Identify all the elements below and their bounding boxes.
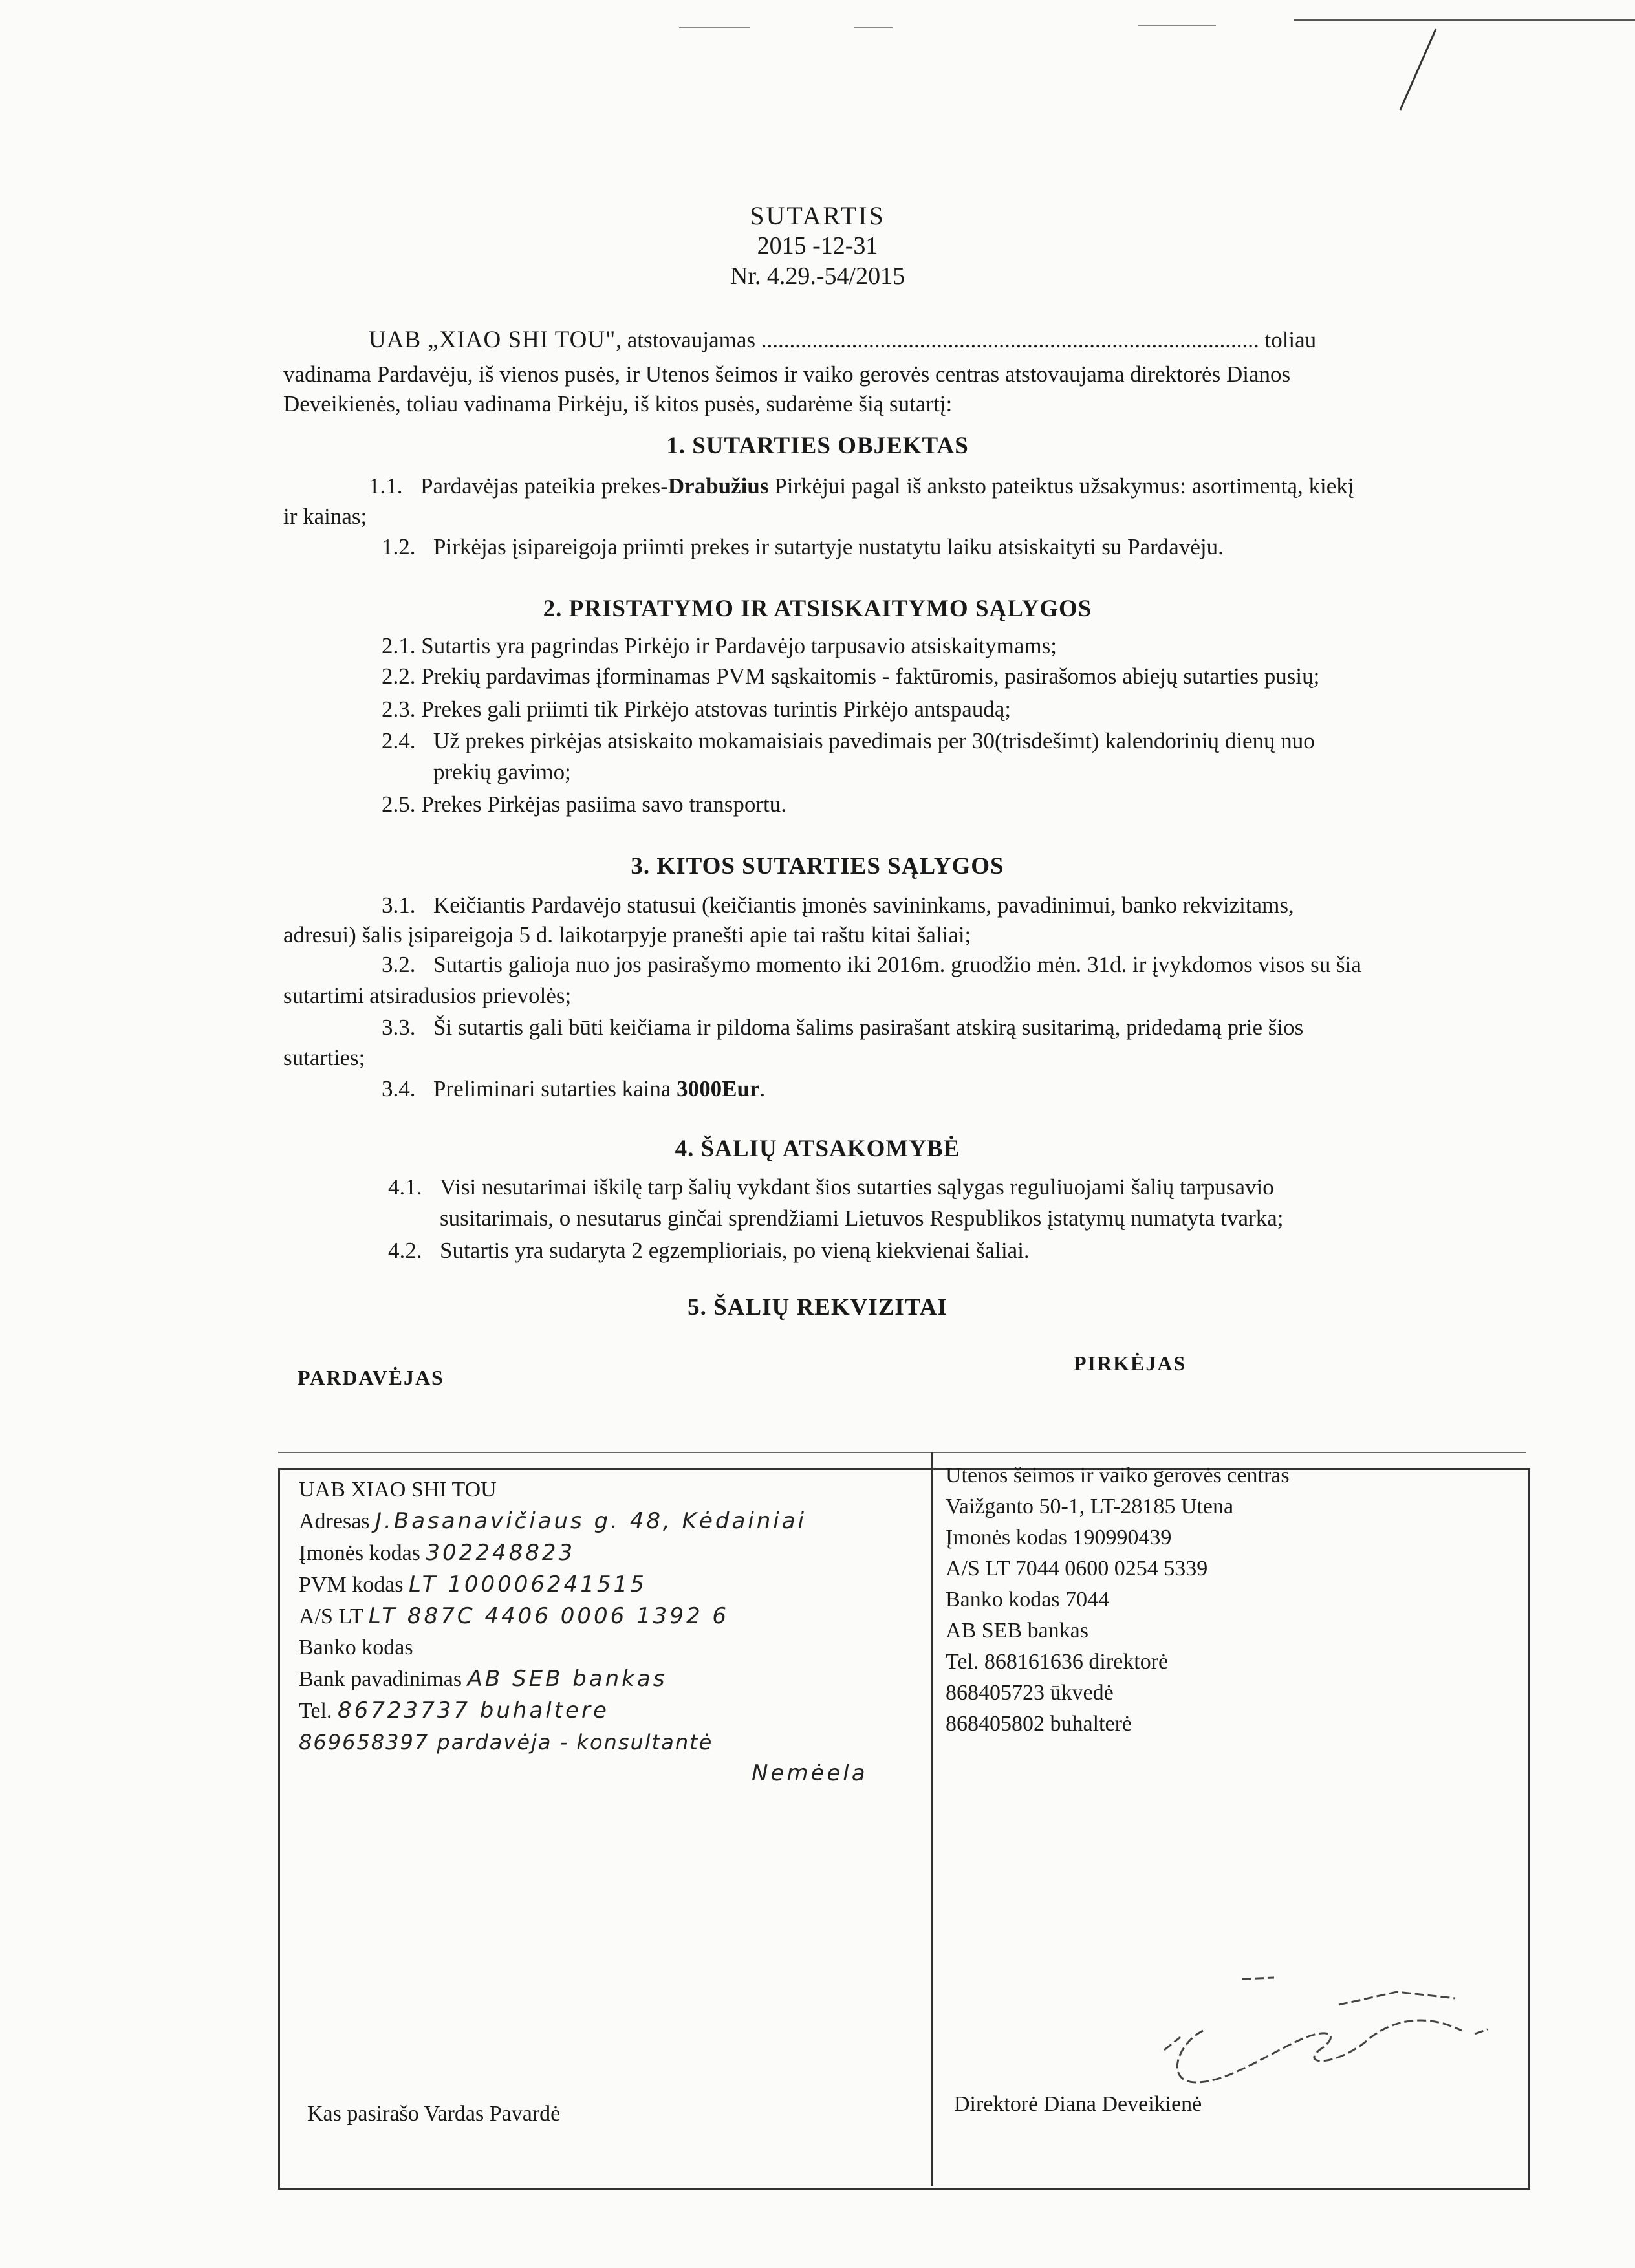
seller-party-label: PARDAVĖJAS (298, 1366, 444, 1389)
item-number: 1.1. (369, 473, 403, 499)
item-3-3 (382, 1012, 1303, 1042)
item-2-4 (382, 726, 1533, 756)
seller-signer: Kas pasirašo Vardas Pavardė (307, 2102, 561, 2126)
seller-vat-code (299, 1569, 920, 1601)
item-2-5: 2.5. Prekes Pirkėjas pasiima savo transportu. (382, 792, 787, 817)
intro-line-3: Deveikienės, toliau vadinama Pirkėju, iš kitos pusės, sudarėme šią sutartį: (283, 391, 953, 416)
item-bold: 3000Eur (677, 1076, 760, 1101)
handwritten-value: LT 887C 4406 0006 1392 6 (368, 1603, 730, 1629)
buyer-tel-2: 868405723 ūkvedė (946, 1681, 1114, 1705)
buyer-account: A/S LT 7044 0600 0254 5339 (946, 1557, 1208, 1581)
item-number: 3.3. (382, 1015, 416, 1040)
item-number: 3.4. (382, 1076, 416, 1101)
item-text: Preliminari sutarties kaina (433, 1076, 677, 1101)
item-number: 3.2. (382, 952, 416, 977)
item-number: 3.1. (382, 892, 416, 918)
item-4-1-cont: susitarimais, o nesutarus ginčai sprendžiami Lietuvos Respublikos įstatymų numatyta tvarka; (440, 1205, 1284, 1231)
item-2-4-cont: prekių gavimo; (433, 759, 571, 784)
handwritten-value: J.Basanavičiaus g. 48, Kėdainiai (375, 1508, 807, 1534)
scan-line (679, 27, 750, 28)
seller-tel-2: 869658397 pardavėja - konsultantė (299, 1730, 713, 1755)
seller-tel-2-name: Nemėela (752, 1760, 868, 1786)
table-top-line (278, 1452, 1526, 1453)
item-text: Už prekes pirkėjas atsiskaito mokamaisiais pavedimais per 30(trisdešimt) kalendorinių dienų nuo (433, 728, 1315, 753)
handwritten-value: 86723737 buhaltere (337, 1698, 609, 1723)
item-1-1 (369, 471, 1354, 501)
intro-line-1 (369, 325, 1526, 355)
item-text: Sutartis yra sudaryta 2 egzemplioriais, po vieną kiekvienai šaliai. (440, 1238, 1030, 1263)
item-4-1 (388, 1172, 1533, 1202)
item-3-3-cont: sutarties; (283, 1045, 365, 1070)
section-4-title: 4. ŠALIŲ ATSAKOMYBĖ (675, 1136, 960, 1162)
buyer-party-label: PIRKĖJAS (1074, 1352, 1187, 1375)
section-1-title: 1. SUTARTIES OBJEKTAS (666, 433, 969, 459)
signature-image (1125, 1953, 1526, 2102)
item-text: Pirkėjui pagal iš anksto pateiktus užsakymus: asortimentą, kiekį (768, 473, 1354, 499)
field-label: Tel. (299, 1699, 332, 1723)
buyer-name: Utenos šeimos ir vaiko gerovės centras (946, 1463, 1290, 1487)
item-number: 4.2. (388, 1238, 422, 1263)
item-text: Ši sutartis gali būti keičiama ir pildoma šalims pasirašant atskirą susitarimą, pridedamą prie šios (433, 1015, 1304, 1040)
item-text: Visi nesutarimai iškilę tarp šalių vykdant šios sutarties sąlygas reguliuojami šalių tarpusavio (440, 1174, 1274, 1200)
item-3-2-cont: sutartimi atsiradusios prievolės; (283, 983, 572, 1008)
item-3-1 (382, 890, 1294, 920)
seller-company-code (299, 1537, 920, 1569)
buyer-tel-1: Tel. 868161636 direktorė (946, 1650, 1169, 1674)
item-3-2 (382, 949, 1361, 980)
item-2-2: 2.2. Prekių pardavimas įforminamas PVM sąskaitomis - faktūromis, pasirašomos abiejų sutarties pusių; (382, 664, 1320, 689)
document-date: 2015 -12-31 (757, 232, 878, 259)
scan-line (854, 27, 893, 28)
field-label: Bank pavadinimas (299, 1667, 462, 1691)
seller-requisites (299, 1474, 920, 1789)
buyer-signer: Direktorė Diana Deveikienė (954, 2092, 1202, 2116)
item-text: Keičiantis Pardavėjo statusui (keičiantis įmonės savininkams, pavadinimui, banko rekvizitams, (433, 892, 1294, 918)
item-text: Sutartis galioja nuo jos pasirašymo momento iki 2016m. gruodžio mėn. 31d. ir įvykdomos visos su šia (433, 952, 1361, 977)
buyer-requisites (946, 1460, 1515, 1740)
seller-address (299, 1506, 920, 1537)
document-number: Nr. 4.29.-54/2015 (730, 263, 905, 290)
item-3-4 (382, 1074, 765, 1104)
item-text: . (759, 1076, 766, 1101)
item-text: Pardavėjas pateikia prekes- (420, 473, 668, 499)
field-label: Adresas (299, 1509, 370, 1533)
item-3-1-cont: adresui) šalis įsipareigoja 5 d. laikotarpyje pranešti apie tai raštu kitai šaliai; (283, 922, 971, 947)
item-number: 1.2. (382, 534, 416, 559)
item-bold: Drabužius (667, 473, 769, 499)
seller-company: UAB XIAO SHI TOU (299, 1478, 497, 1502)
buyer-company-code: Įmonės kodas 190990439 (946, 1526, 1172, 1550)
scan-line (1294, 19, 1635, 21)
item-1-2 (382, 532, 1224, 562)
field-label: PVM kodas (299, 1573, 404, 1597)
buyer-address: Vaižganto 50-1, LT-28185 Utena (946, 1495, 1234, 1518)
buyer-tel-3: 868405802 buhalterė (946, 1712, 1132, 1736)
handwritten-value: LT 100006241515 (409, 1571, 647, 1597)
section-5-title: 5. ŠALIŲ REKVIZITAI (688, 1294, 947, 1321)
section-2-title: 2. PRISTATYMO IR ATSISKAITYMO SĄLYGOS (543, 596, 1092, 622)
seller-bank-name (299, 1663, 920, 1695)
item-4-2 (388, 1235, 1030, 1266)
seller-bank-code: Banko kodas (299, 1636, 413, 1659)
field-label: A/S LT (299, 1604, 363, 1628)
scan-line (1138, 25, 1216, 26)
item-1-1-cont: ir kainas; (283, 504, 367, 529)
seller-tel (299, 1695, 920, 1727)
field-label: Įmonės kodas (299, 1541, 420, 1565)
seller-account (299, 1601, 920, 1632)
section-3-title: 3. KITOS SUTARTIES SĄLYGOS (631, 853, 1004, 880)
item-2-3: 2.3. Prekes gali priimti tik Pirkėjo atstovas turintis Pirkėjo antspaudą; (382, 697, 1012, 722)
slash-mark (1391, 26, 1442, 116)
intro-line-2: vadinama Pardavėju, iš vienos pusės, ir Utenos šeimos ir vaiko gerovės centras atstovaujama direktorės Dianos (283, 362, 1291, 387)
item-number: 4.1. (388, 1174, 422, 1200)
item-2-1: 2.1. Sutartis yra pagrindas Pirkėjo ir Pardavėjo tarpusavio atsiskaitymams; (382, 633, 1057, 658)
buyer-bank: AB SEB bankas (946, 1619, 1088, 1643)
intro-line-1-rest: , atstovaujamas ........................................................................................ toliau (616, 327, 1317, 352)
handwritten-value: AB SEB bankas (467, 1666, 667, 1692)
seller-name: UAB „XIAO SHI TOU" (369, 327, 616, 353)
handwritten-value: 302248823 (426, 1540, 576, 1566)
buyer-bank-code: Banko kodas 7044 (946, 1588, 1110, 1612)
item-number: 2.4. (382, 728, 416, 753)
document-title: SUTARTIS (750, 201, 885, 230)
table-divider (931, 1452, 933, 2186)
item-text: Pirkėjas įsipareigoja priimti prekes ir sutartyje nustatytu laiku atsiskaityti su Pardavėju. (433, 534, 1224, 559)
